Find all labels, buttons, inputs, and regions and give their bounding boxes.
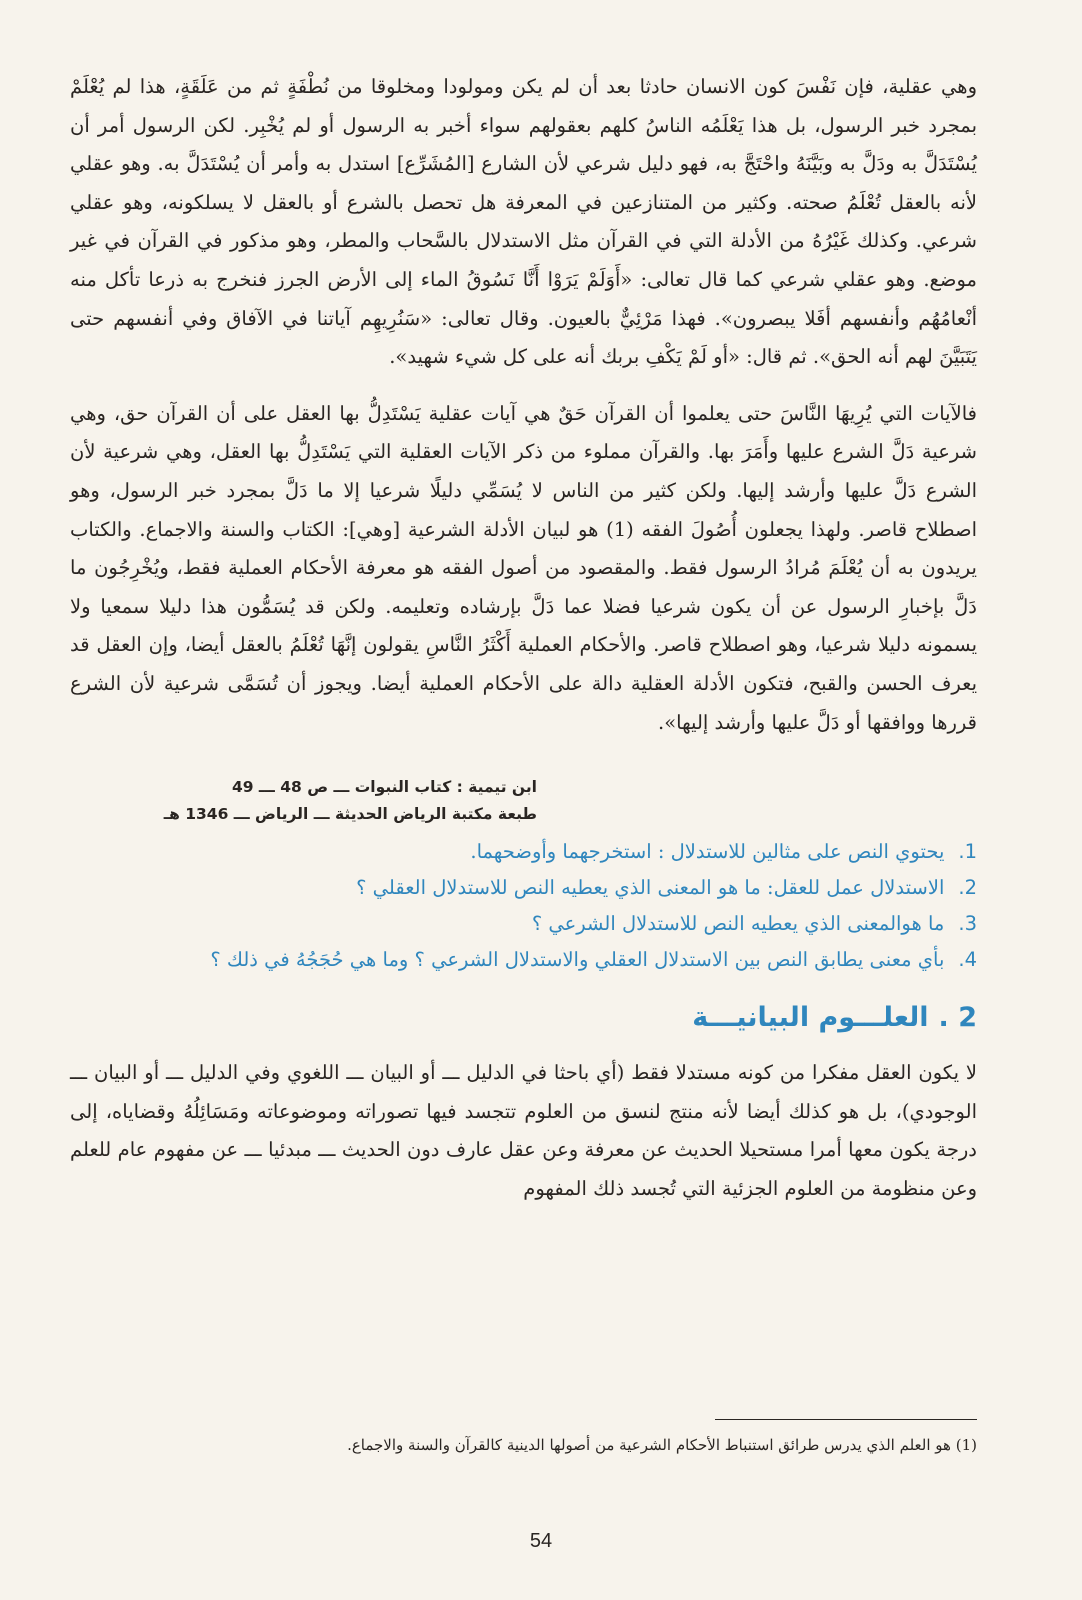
question-number: 3. [958,912,977,936]
section-paragraph: لا يكون العقل مفكرا من كونه مستدلا فقط (أي باحثا في الدليل ـــ أو البيان ـــ اللغوي وفي الدليل ـــ أو البيان ـــ الوجودي)، بل هو كذلك أيضا لأنه منتج لنسق من العلوم تتجسد فيها تصوراته وموضوعاته ومَسَائِلُهُ وقضاياه، إلى درجة يكون معها أمرا مستحيلا الحديث عن معرفة وعن عقل عارف دون الحديث ـــ مبدئيا ـــ عن مفهوم عام للعلم وعن منظومة من العلوم الجزئية التي تُجسد ذلك المفهوم [70,1061,977,1200]
question-number: 2. [958,876,977,900]
question-number: 1. [958,840,977,864]
question-item [70,906,977,942]
citation-line-1: ابن تيمية : كتاب النبوات ـــ ص 48 ـــ 49 [231,778,537,797]
source-citation [70,774,977,828]
citation-line-2: طبعة مكتبة الرياض الحديثة ـــ الرياض ـــ 1346 هـ [163,805,537,824]
body-paragraph-1: وهي عقلية، فإن نَفْسَ كون الانسان حادثا بعد أن لم يكن ومولودا ومخلوقا من نُطْفَةٍ ثم من عَلَقَةٍ، هذا لم يُعْلَمْ بمجرد خبر الرسول، بل هذا يَعْلَمُه الناسُ كلهم بعقولهم سواء أخبر به الرسول أو لم يُخْبِر. لكن الرسول أمر أن يُسْتَدَلَّ به ودَلَّ به وبَيَّنَهُ واحْتَجَّ به، فهو دليل شرعي لأن الشارع [المُشَرِّع] استدل به وأمر أن يُسْتَدَلَّ به. وهو عقلي لأنه بالعقل تُعْلَمُ صحته. وكثير من المتنازعين في المعرفة هل تحصل بالشرع أو بالعقل لا يسلكونه، وهو عقلي شرعي. وكذلك غَيْرُهُ من الأدلة التي في القرآن مثل الاستدلال بالسَّحاب والمطر، وهو مذكور في القرآن في غير موضع. وهو عقلي شرعي كما قال تعالى: «أَوَلَمْ يَرَوْا أَنَّا نَسُوقُ الماء إلى الأرض الجرز فنخرج به ذرعا تأكل منه أنْعامُهُم وأنفسهم أفَلا يبصرون». فهذا مَرْئِيٌّ بالعيون. وقال تعالى: «سَنُرِيهِم آياتنا في الآفاق وفي أنفسهم حتى يَتَبَيَّنَ لهم أنه الحق». ثم قال: «أو لَمْ يَكْفِ بربك أنه على كل شيء شهيد». [70,75,977,369]
question-number: 4. [958,948,977,972]
section-title: العلـــوم البيانيـــة [692,1002,929,1034]
body-paragraph-2: فالآيات التي يُرِيهَا النَّاسَ حتى يعلموا أن القرآن حَقٌ هي آيات عقلية يَسْتَدِلُّ بها العقل على أن القرآن حق، وهي شرعية دَلَّ الشرع عليها وأَمَرَ بها. والقرآن مملوء من ذكر الآيات العقلية التي يَسْتَدِلُّ بها العقل، وهي شرعية لأن الشرع دَلَّ عليها وأرشد إليها. ولكن كثير من الناس لا يُسَمِّي دليلًا شرعيا إلا ما دَلَّ بمجرد خبر الرسول، وهو اصطلاح قاصر. ولهذا يجعلون أُصُولَ الفقه (1) هو لبيان الأدلة الشرعية [وهي]: الكتاب والسنة والاجماع. والكتاب يريدون به أن يُعْلَمَ مُرادُ الرسول فقط. والمقصود من أصول الفقه هو معرفة الأحكام العملية فقط، ويُخْرِجُون ما دَلَّ بإخبارِ الرسول عن أن يكون شرعيا فضلا عما دَلَّ بإرشاده وتعليمه. ولكن قد يُسَمُّون هذا دليلا سمعيا ولا يسمونه دليلا شرعيا، وهو اصطلاح قاصر. والأحكام العملية أَكْثَرُ النَّاسِ يقولون إنَّهَا تُعْلَمُ بالعقل أيضا، وإن العقل قد يعرف الحسن والقبح، فتكون الأدلة العقلية دالة على الأحكام العملية أيضا. ويجوز أن تُسَمَّى شرعية لأن الشرع قررها ووافقها أو دَلَّ عليها وأرشد إليها». [70,401,977,734]
question-item [70,870,977,906]
question-text: بأي معنى يطابق النص بين الاستدلال العقلي والاستدلال الشرعي ؟ وما هي حُجَجُهُ في ذلك ؟ [210,948,945,972]
question-item [70,834,977,870]
question-text: الاستدلال عمل للعقل: ما هو المعنى الذي يعطيه النص للاستدلال العقلي ؟ [356,876,945,900]
questions-list [70,834,977,978]
footnote: (1) هو العلم الذي يدرس طرائق استنباط الأحكام الشرعية من أصولها الدينية كالقرآن والسنة والاجماع. [347,1436,977,1454]
question-text: ما هوالمعنى الذي يعطيه النص للاستدلال الشرعي ؟ [531,912,945,936]
page-number: 54 [529,1530,553,1552]
question-text: يحتوي النص على مثالين للاستدلال : استخرجهما وأوضحهما. [470,840,945,864]
section-number: 2 . [938,1002,977,1034]
section-heading [70,996,977,1040]
question-item [70,942,977,978]
footnote-divider [715,1419,977,1420]
